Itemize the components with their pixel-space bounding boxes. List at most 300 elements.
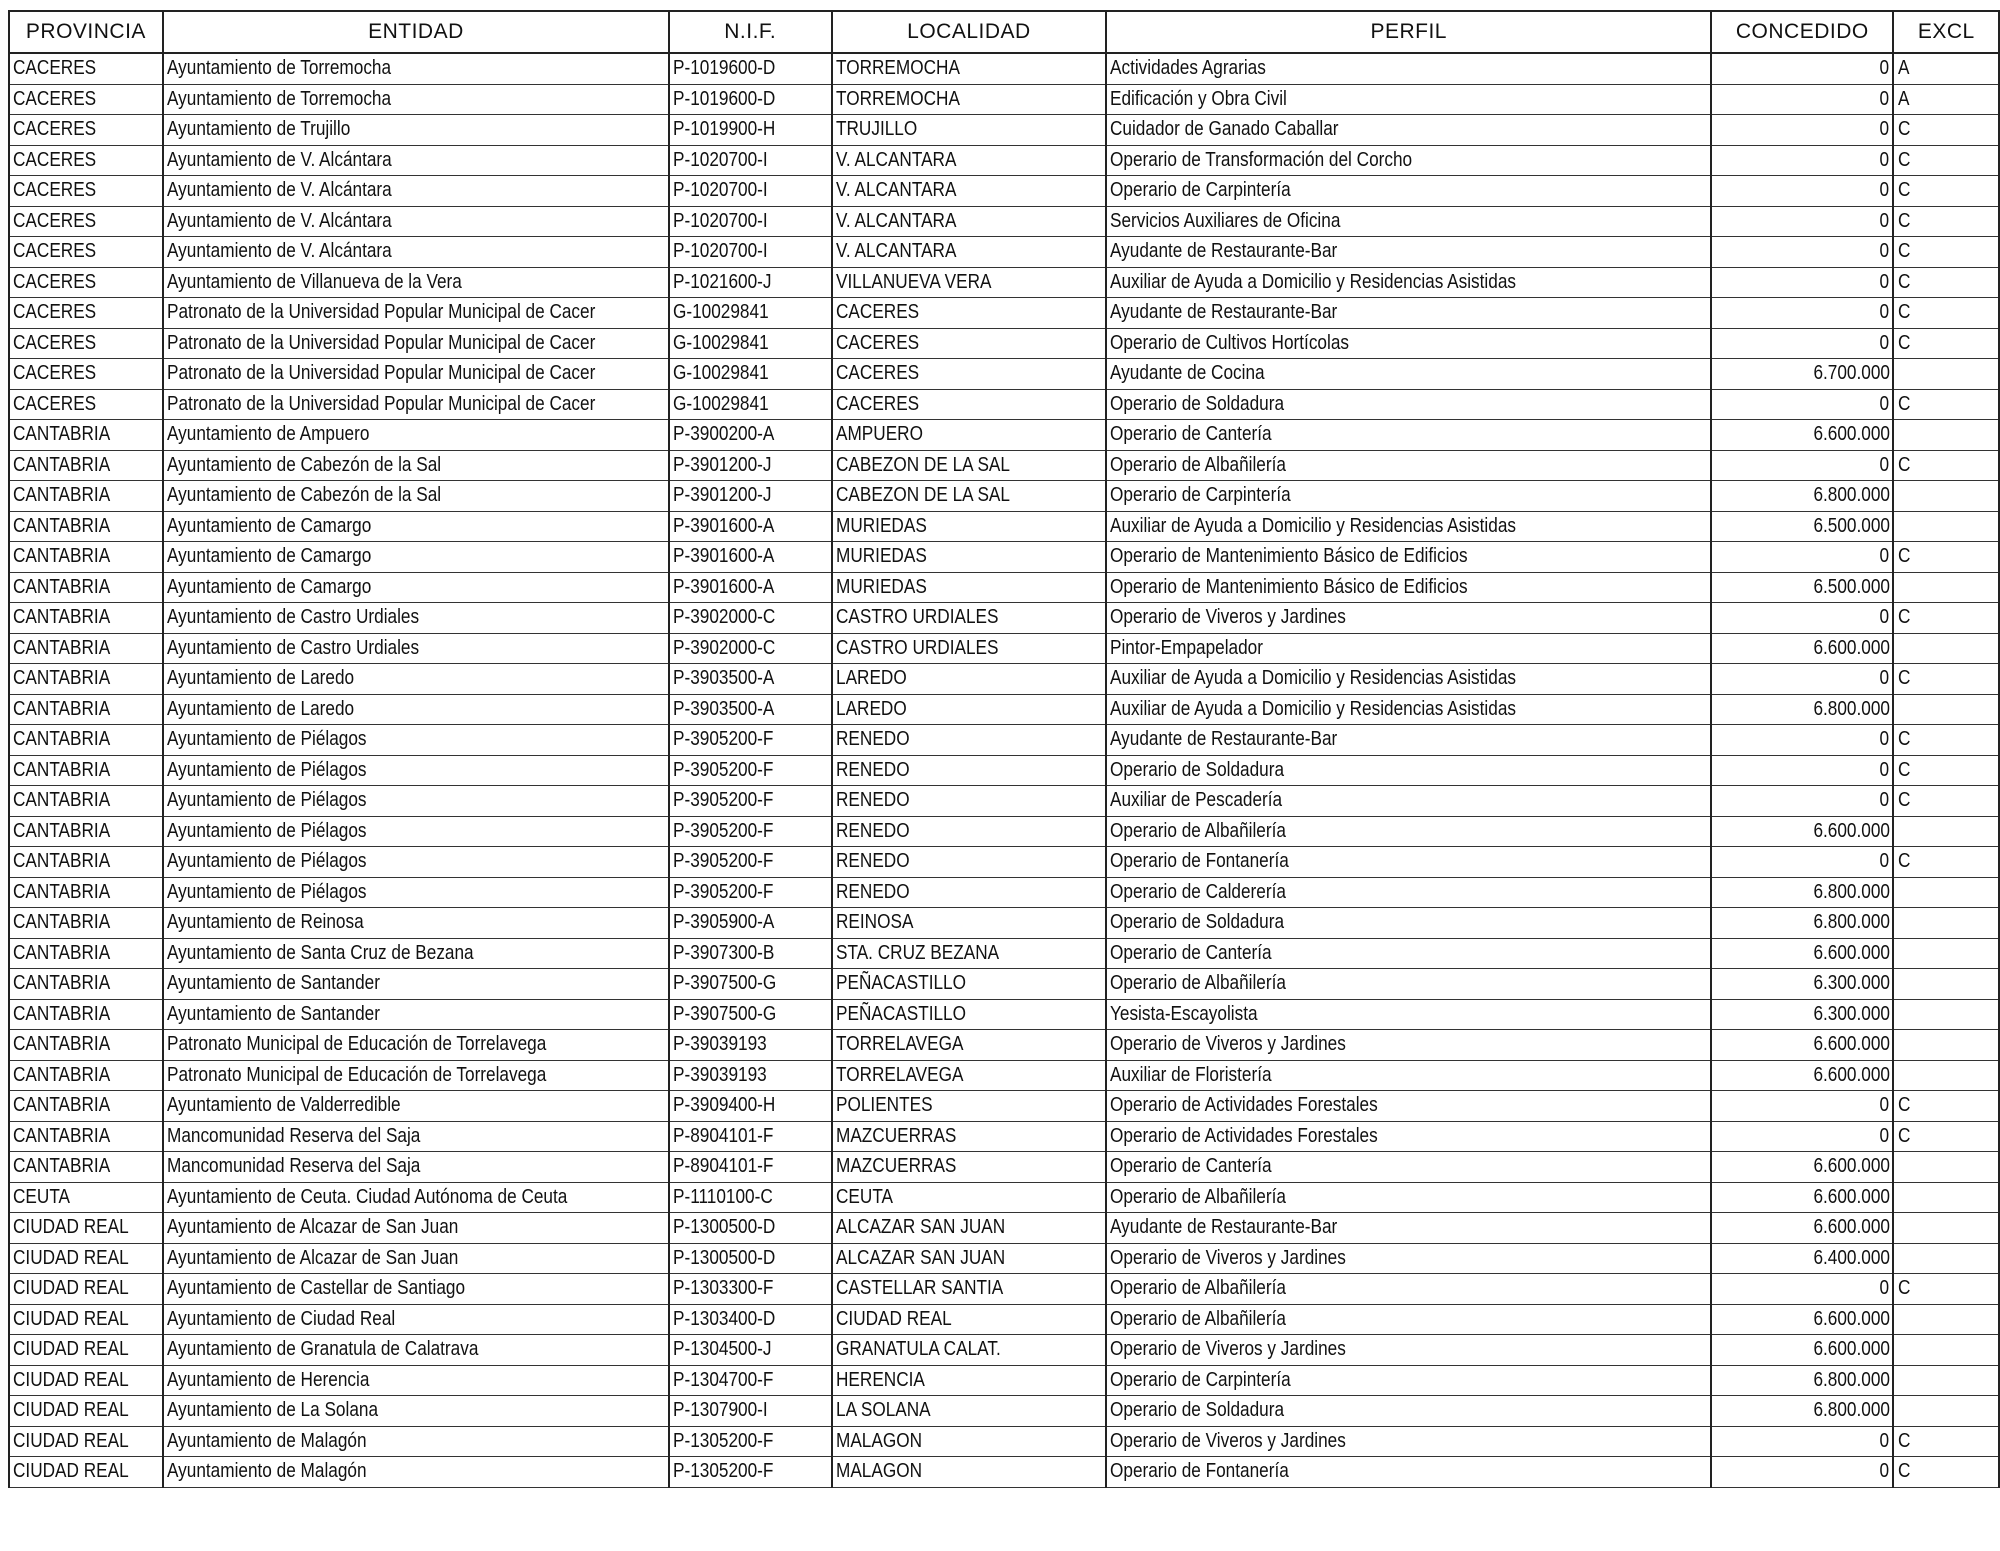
concedido-cell-text: 0 [1879, 179, 1890, 202]
entidad-cell-text: Ayuntamiento de V. Alcántara [166, 148, 392, 171]
nif-cell [669, 938, 832, 969]
perfil-cell-text: Operario de Cultivos Hortícolas [1110, 331, 1350, 354]
provincia-cell [9, 176, 163, 207]
nif-cell-text: P-3905200-F [672, 758, 774, 781]
concedido-cell [1711, 542, 1893, 573]
entidad-cell-text: Patronato de la Universidad Popular Municipal de Cacer [166, 362, 596, 385]
concedido-cell-text: 6.600.000 [1812, 941, 1890, 964]
excl-cell [1893, 1304, 1999, 1335]
table-row [9, 420, 1999, 451]
perfil-cell [1106, 633, 1711, 664]
concedido-cell-text: 0 [1879, 606, 1890, 629]
concedido-cell [1711, 53, 1893, 84]
perfil-cell [1106, 999, 1711, 1030]
excl-cell [1893, 145, 1999, 176]
perfil-cell-text: Auxiliar de Ayuda a Domicilio y Residencias Asistidas [1110, 697, 1517, 720]
entidad-cell [163, 450, 669, 481]
perfil-cell-text: Ayudante de Restaurante-Bar [1110, 301, 1338, 324]
perfil-cell-text: Operario de Transformación del Corcho [1110, 148, 1413, 171]
localidad-cell-text: V. ALCANTARA [835, 148, 957, 171]
localidad-cell [832, 938, 1107, 969]
nif-cell-text: P-1300500-D [672, 1246, 776, 1269]
entidad-cell [163, 206, 669, 237]
entidad-cell [163, 1457, 669, 1488]
concedido-cell-text: 6.800.000 [1812, 1399, 1890, 1422]
table-row [9, 176, 1999, 207]
nif-cell [669, 908, 832, 939]
nif-cell [669, 481, 832, 512]
nif-cell [669, 389, 832, 420]
concedido-cell [1711, 694, 1893, 725]
perfil-cell-text: Operario de Fontanería [1110, 850, 1290, 873]
excl-cell [1893, 633, 1999, 664]
excl-cell-text: C [1898, 301, 1911, 324]
perfil-cell [1106, 1304, 1711, 1335]
provincia-cell [9, 1091, 163, 1122]
entidad-cell-text: Ayuntamiento de Piélagos [166, 728, 367, 751]
excl-cell [1893, 847, 1999, 878]
excl-cell [1893, 786, 1999, 817]
nif-cell-text: P-1305200-F [672, 1429, 774, 1452]
entidad-cell-text: Ayuntamiento de Torremocha [166, 57, 391, 80]
perfil-cell-text: Ayudante de Restaurante-Bar [1110, 240, 1338, 263]
concedido-cell-text: 6.600.000 [1812, 1307, 1890, 1330]
concedido-cell-text: 0 [1879, 270, 1890, 293]
excl-cell [1893, 572, 1999, 603]
provincia-cell [9, 1274, 163, 1305]
concedido-cell-text: 0 [1879, 1277, 1890, 1300]
perfil-cell [1106, 389, 1711, 420]
provincia-cell-text: CIUDAD REAL [13, 1368, 129, 1391]
concedido-cell-text: 0 [1879, 209, 1890, 232]
table-row [9, 1335, 1999, 1366]
localidad-cell-text: AMPUERO [835, 423, 923, 446]
perfil-cell-text: Operario de Carpintería [1110, 179, 1291, 202]
localidad-cell [832, 1060, 1107, 1091]
concedido-cell [1711, 1274, 1893, 1305]
provincia-cell-text: CANTABRIA [13, 941, 111, 964]
table-row [9, 1274, 1999, 1305]
perfil-cell [1106, 1335, 1711, 1366]
perfil-cell [1106, 145, 1711, 176]
excl-cell [1893, 908, 1999, 939]
perfil-cell-text: Ayudante de Cocina [1110, 362, 1265, 385]
localidad-cell [832, 84, 1107, 115]
entidad-cell-text: Ayuntamiento de Alcazar de San Juan [166, 1246, 459, 1269]
perfil-cell [1106, 694, 1711, 725]
concedido-cell-text: 6.600.000 [1812, 1216, 1890, 1239]
concedido-cell [1711, 450, 1893, 481]
perfil-cell-text: Operario de Mantenimiento Básico de Edificios [1110, 545, 1468, 568]
concedido-cell [1711, 664, 1893, 695]
perfil-cell-text: Operario de Viveros y Jardines [1110, 1429, 1347, 1452]
entidad-cell-text: Mancomunidad Reserva del Saja [166, 1124, 421, 1147]
entidad-cell-text: Ayuntamiento de Malagón [166, 1460, 367, 1483]
column-header-localidad: LOCALIDAD [832, 11, 1107, 53]
perfil-cell [1106, 1091, 1711, 1122]
provincia-cell [9, 1152, 163, 1183]
excl-cell-text: A [1898, 57, 1910, 80]
entidad-cell-text: Ayuntamiento de Herencia [166, 1368, 370, 1391]
excl-cell [1893, 298, 1999, 329]
perfil-cell-text: Operario de Cantería [1110, 423, 1272, 446]
localidad-cell-text: TORRELAVEGA [835, 1033, 964, 1056]
excl-cell-text: C [1898, 179, 1911, 202]
provincia-cell [9, 450, 163, 481]
nif-cell [669, 1060, 832, 1091]
perfil-cell [1106, 359, 1711, 390]
provincia-cell-text: CANTABRIA [13, 606, 111, 629]
table-row [9, 1121, 1999, 1152]
concedido-cell-text: 6.500.000 [1812, 575, 1890, 598]
nif-cell [669, 1243, 832, 1274]
localidad-cell-text: MALAGON [835, 1460, 922, 1483]
provincia-cell [9, 572, 163, 603]
provincia-cell [9, 847, 163, 878]
table-row [9, 511, 1999, 542]
provincia-cell [9, 938, 163, 969]
excl-cell-text: C [1898, 331, 1911, 354]
concedido-cell [1711, 1365, 1893, 1396]
nif-cell [669, 664, 832, 695]
concedido-cell [1711, 328, 1893, 359]
entidad-cell-text: Ayuntamiento de Camargo [166, 514, 372, 537]
table-row [9, 786, 1999, 817]
concedido-cell [1711, 938, 1893, 969]
entidad-cell [163, 847, 669, 878]
entidad-cell-text: Ayuntamiento de Piélagos [166, 819, 367, 842]
nif-cell-text: G-10029841 [672, 301, 769, 324]
localidad-cell-text: CEUTA [835, 1185, 893, 1208]
concedido-cell-text: 6.600.000 [1812, 1338, 1890, 1361]
excl-cell [1893, 420, 1999, 451]
table-row [9, 1365, 1999, 1396]
provincia-cell-text: CANTABRIA [13, 545, 111, 568]
excl-cell [1893, 206, 1999, 237]
localidad-cell [832, 1152, 1107, 1183]
entidad-cell [163, 1243, 669, 1274]
perfil-cell [1106, 267, 1711, 298]
provincia-cell-text: CACERES [13, 148, 97, 171]
perfil-cell [1106, 1030, 1711, 1061]
localidad-cell [832, 725, 1107, 756]
column-header-concedido: CONCEDIDO [1711, 11, 1893, 53]
localidad-cell-text: MALAGON [835, 1429, 922, 1452]
provincia-cell-text: CANTABRIA [13, 819, 111, 842]
localidad-cell [832, 755, 1107, 786]
localidad-cell [832, 1457, 1107, 1488]
entidad-cell-text: Ayuntamiento de Piélagos [166, 758, 367, 781]
excl-cell [1893, 359, 1999, 390]
provincia-cell-text: CANTABRIA [13, 636, 111, 659]
concedido-cell-text: 0 [1879, 453, 1890, 476]
provincia-cell-text: CANTABRIA [13, 850, 111, 873]
table-row [9, 481, 1999, 512]
entidad-cell-text: Ayuntamiento de V. Alcántara [166, 209, 392, 232]
excl-cell [1893, 694, 1999, 725]
entidad-cell [163, 877, 669, 908]
concedido-cell [1711, 176, 1893, 207]
entidad-cell [163, 1335, 669, 1366]
perfil-cell-text: Operario de Albañilería [1110, 1277, 1287, 1300]
perfil-cell-text: Operario de Albañilería [1110, 819, 1287, 842]
entidad-cell [163, 1426, 669, 1457]
entidad-cell [163, 237, 669, 268]
entidad-cell-text: Ayuntamiento de Santander [166, 1002, 380, 1025]
provincia-cell-text: CACERES [13, 118, 97, 141]
perfil-cell-text: Operario de Albañilería [1110, 972, 1287, 995]
localidad-cell [832, 908, 1107, 939]
localidad-cell-text: CABEZON DE LA SAL [835, 453, 1010, 476]
table-row [9, 115, 1999, 146]
table-body [9, 53, 1999, 1487]
perfil-cell-text: Operario de Viveros y Jardines [1110, 1033, 1347, 1056]
localidad-cell [832, 1274, 1107, 1305]
concedido-cell [1711, 1396, 1893, 1427]
localidad-cell [832, 267, 1107, 298]
nif-cell-text: P-1300500-D [672, 1216, 776, 1239]
concedido-cell [1711, 1091, 1893, 1122]
perfil-cell [1106, 1274, 1711, 1305]
perfil-cell-text: Auxiliar de Ayuda a Domicilio y Residencias Asistidas [1110, 514, 1517, 537]
concedido-cell [1711, 725, 1893, 756]
provincia-cell-text: CANTABRIA [13, 1094, 111, 1117]
nif-cell [669, 694, 832, 725]
provincia-cell [9, 389, 163, 420]
localidad-cell-text: MAZCUERRAS [835, 1155, 956, 1178]
nif-cell [669, 1213, 832, 1244]
entidad-cell [163, 298, 669, 329]
localidad-cell [832, 1365, 1107, 1396]
grants-table [8, 10, 2000, 1488]
entidad-cell [163, 1121, 669, 1152]
table-row [9, 572, 1999, 603]
perfil-cell-text: Operario de Carpintería [1110, 1368, 1291, 1391]
perfil-cell [1106, 1457, 1711, 1488]
perfil-cell [1106, 1213, 1711, 1244]
nif-cell [669, 1091, 832, 1122]
nif-cell-text: P-3901600-A [672, 545, 775, 568]
localidad-cell [832, 298, 1107, 329]
concedido-cell-text: 6.300.000 [1812, 972, 1890, 995]
table-row [9, 206, 1999, 237]
excl-cell-text: C [1898, 453, 1911, 476]
provincia-cell [9, 725, 163, 756]
nif-cell-text: P-1305200-F [672, 1460, 774, 1483]
excl-cell-text: C [1898, 1429, 1911, 1452]
concedido-cell-text: 0 [1879, 118, 1890, 141]
localidad-cell-text: RENEDO [835, 880, 910, 903]
nif-cell [669, 633, 832, 664]
table-row [9, 969, 1999, 1000]
concedido-cell [1711, 969, 1893, 1000]
table-row [9, 1152, 1999, 1183]
perfil-cell [1106, 1426, 1711, 1457]
provincia-cell-text: CACERES [13, 331, 97, 354]
entidad-cell [163, 908, 669, 939]
localidad-cell [832, 450, 1107, 481]
localidad-cell [832, 603, 1107, 634]
perfil-cell [1106, 450, 1711, 481]
excl-cell-text: C [1898, 545, 1911, 568]
localidad-cell-text: CASTRO URDIALES [835, 636, 999, 659]
localidad-cell [832, 237, 1107, 268]
nif-cell [669, 511, 832, 542]
provincia-cell [9, 999, 163, 1030]
entidad-cell-text: Ayuntamiento de Granatula de Calatrava [166, 1338, 479, 1361]
provincia-cell-text: CANTABRIA [13, 1155, 111, 1178]
provincia-cell [9, 53, 163, 84]
perfil-cell [1106, 237, 1711, 268]
table-row [9, 603, 1999, 634]
concedido-cell [1711, 511, 1893, 542]
provincia-cell [9, 1030, 163, 1061]
provincia-cell-text: CANTABRIA [13, 728, 111, 751]
nif-cell-text: P-3901200-J [672, 453, 772, 476]
concedido-cell-text: 0 [1879, 1124, 1890, 1147]
entidad-cell-text: Ayuntamiento de Ampuero [166, 423, 370, 446]
provincia-cell [9, 511, 163, 542]
localidad-cell-text: REINOSA [835, 911, 913, 934]
excl-cell [1893, 176, 1999, 207]
perfil-cell-text: Operario de Fontanería [1110, 1460, 1290, 1483]
table-row [9, 1304, 1999, 1335]
nif-cell-text: P-3903500-A [672, 697, 775, 720]
entidad-cell [163, 725, 669, 756]
concedido-cell-text: 6.300.000 [1812, 1002, 1890, 1025]
localidad-cell-text: CASTELLAR SANTIA [835, 1277, 1003, 1300]
localidad-cell-text: LAREDO [835, 697, 907, 720]
localidad-cell [832, 1304, 1107, 1335]
perfil-cell [1106, 908, 1711, 939]
localidad-cell-text: RENEDO [835, 819, 910, 842]
localidad-cell [832, 389, 1107, 420]
entidad-cell [163, 1030, 669, 1061]
concedido-cell [1711, 1060, 1893, 1091]
entidad-cell [163, 1182, 669, 1213]
nif-cell [669, 755, 832, 786]
localidad-cell [832, 664, 1107, 695]
nif-cell-text: G-10029841 [672, 362, 769, 385]
entidad-cell [163, 1274, 669, 1305]
table-row [9, 84, 1999, 115]
provincia-cell-text: CACERES [13, 301, 97, 324]
provincia-cell [9, 1457, 163, 1488]
concedido-cell [1711, 237, 1893, 268]
excl-cell [1893, 115, 1999, 146]
provincia-cell [9, 1060, 163, 1091]
excl-cell [1893, 389, 1999, 420]
perfil-cell [1106, 511, 1711, 542]
concedido-cell [1711, 298, 1893, 329]
nif-cell [669, 176, 832, 207]
provincia-cell [9, 1304, 163, 1335]
concedido-cell [1711, 1426, 1893, 1457]
localidad-cell-text: CACERES [835, 331, 919, 354]
localidad-cell [832, 969, 1107, 1000]
concedido-cell [1711, 877, 1893, 908]
table-row [9, 298, 1999, 329]
table-row [9, 1060, 1999, 1091]
table-header [9, 11, 1999, 53]
concedido-cell-text: 0 [1879, 1460, 1890, 1483]
concedido-cell-text: 6.600.000 [1812, 423, 1890, 446]
entidad-cell [163, 603, 669, 634]
entidad-cell-text: Patronato de la Universidad Popular Municipal de Cacer [166, 301, 596, 324]
nif-cell-text: P-3900200-A [672, 423, 775, 446]
localidad-cell [832, 1121, 1107, 1152]
nif-cell-text: P-1020700-I [672, 209, 768, 232]
nif-cell [669, 816, 832, 847]
perfil-cell-text: Operario de Carpintería [1110, 484, 1291, 507]
nif-cell-text: P-1020700-I [672, 240, 768, 263]
excl-cell-text: C [1898, 1277, 1911, 1300]
perfil-cell [1106, 481, 1711, 512]
entidad-cell [163, 1060, 669, 1091]
entidad-cell [163, 1091, 669, 1122]
nif-cell [669, 298, 832, 329]
nif-cell [669, 1335, 832, 1366]
provincia-cell [9, 969, 163, 1000]
nif-cell [669, 999, 832, 1030]
table-row [9, 1030, 1999, 1061]
table-row [9, 755, 1999, 786]
perfil-cell-text: Operario de Viveros y Jardines [1110, 1338, 1347, 1361]
entidad-cell-text: Ayuntamiento de Cabezón de la Sal [166, 484, 441, 507]
table-row [9, 694, 1999, 725]
provincia-cell-text: CACERES [13, 270, 97, 293]
localidad-cell [832, 206, 1107, 237]
table-row [9, 1243, 1999, 1274]
concedido-cell-text: 0 [1879, 758, 1890, 781]
localidad-cell-text: RENEDO [835, 850, 910, 873]
table-row [9, 633, 1999, 664]
entidad-cell [163, 389, 669, 420]
concedido-cell [1711, 572, 1893, 603]
perfil-cell-text: Servicios Auxiliares de Oficina [1110, 209, 1341, 232]
concedido-cell-text: 0 [1879, 57, 1890, 80]
localidad-cell [832, 1182, 1107, 1213]
perfil-cell-text: Auxiliar de Ayuda a Domicilio y Residencias Asistidas [1110, 667, 1517, 690]
excl-cell-text: C [1898, 392, 1911, 415]
concedido-cell [1711, 603, 1893, 634]
provincia-cell [9, 481, 163, 512]
provincia-cell [9, 145, 163, 176]
perfil-cell [1106, 176, 1711, 207]
nif-cell-text: P-1019600-D [672, 87, 776, 110]
perfil-cell [1106, 816, 1711, 847]
localidad-cell [832, 359, 1107, 390]
concedido-cell [1711, 1182, 1893, 1213]
perfil-cell [1106, 84, 1711, 115]
excl-cell [1893, 84, 1999, 115]
perfil-cell [1106, 115, 1711, 146]
nif-cell-text: G-10029841 [672, 392, 769, 415]
provincia-cell-text: CANTABRIA [13, 667, 111, 690]
provincia-cell-text: CACERES [13, 362, 97, 385]
concedido-cell [1711, 1335, 1893, 1366]
perfil-cell-text: Operario de Viveros y Jardines [1110, 1246, 1347, 1269]
excl-cell [1893, 1152, 1999, 1183]
column-header-excl: EXCL [1893, 11, 1999, 53]
entidad-cell-text: Ayuntamiento de Santa Cruz de Bezana [166, 941, 474, 964]
provincia-cell-text: CIUDAD REAL [13, 1277, 129, 1300]
nif-cell [669, 572, 832, 603]
concedido-cell [1711, 389, 1893, 420]
concedido-cell-text: 0 [1879, 667, 1890, 690]
entidad-cell [163, 542, 669, 573]
provincia-cell [9, 359, 163, 390]
